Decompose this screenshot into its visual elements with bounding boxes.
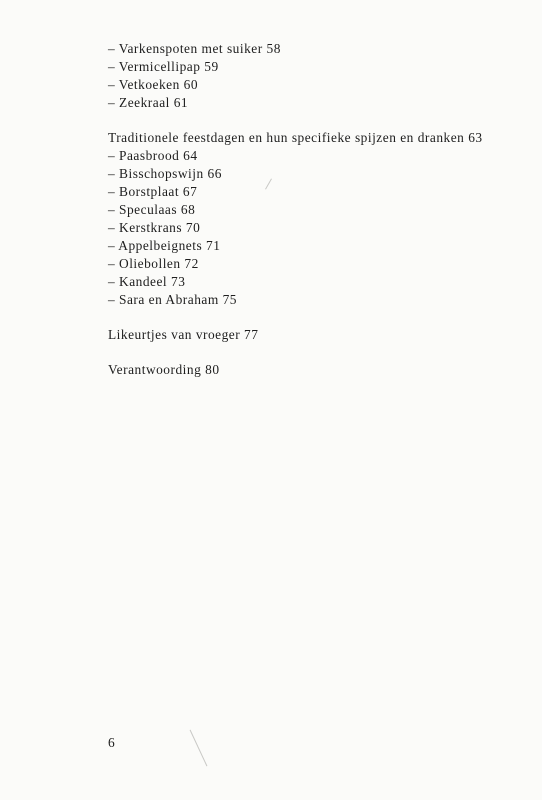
- toc-entry-oliebollen: – Oliebollen 72: [108, 256, 199, 271]
- toc-chapter-likeurtjes: Likeurtjes van vroeger 77: [108, 327, 259, 342]
- toc-entry-borstplaat: – Borstplaat 67: [108, 184, 198, 199]
- toc-chapter-feestdagen: Traditionele feestdagen en hun specifieke spijzen en dranken 63: [108, 130, 483, 145]
- toc-entry-zeekraal: – Zeekraal 61: [108, 95, 189, 110]
- toc-chapter-verantwoording: Verantwoording 80: [108, 362, 220, 377]
- table-of-contents: [108, 40, 528, 396]
- toc-entry-vermicellipap: – Vermicellipap 59: [108, 59, 219, 74]
- paper-mark: [190, 730, 208, 767]
- toc-entry-speculaas: – Speculaas 68: [108, 202, 196, 217]
- toc-group-feestdagen: [108, 129, 528, 309]
- toc-entry-bisschopswijn: – Bisschopswijn 66: [108, 166, 222, 181]
- toc-entry-kandeel: – Kandeel 73: [108, 274, 186, 289]
- toc-entry-vetkoeken: – Vetkoeken 60: [108, 77, 199, 92]
- toc-entry-appelbeignets: – Appelbeignets 71: [108, 238, 221, 253]
- toc-group-verantwoording: [108, 361, 528, 379]
- toc-group-recipes-end: [108, 40, 528, 112]
- toc-entry-paasbrood: – Paasbrood 64: [108, 148, 198, 163]
- toc-entry-varkenspoten: – Varkenspoten met suiker 58: [108, 41, 281, 56]
- toc-entry-kerstkrans: – Kerstkrans 70: [108, 220, 201, 235]
- toc-group-likeurtjes: [108, 326, 528, 344]
- page-number: 6: [108, 735, 115, 750]
- toc-entry-sara-en-abraham: – Sara en Abraham 75: [108, 292, 237, 307]
